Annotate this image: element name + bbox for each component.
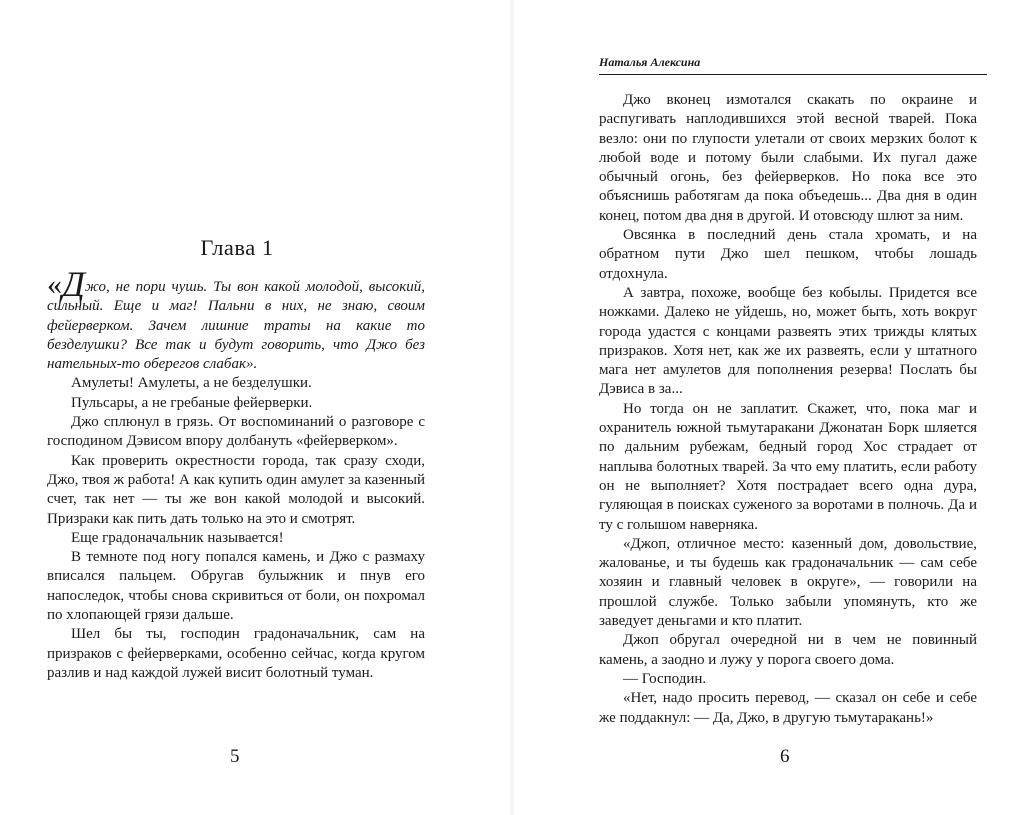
- paragraph: «Нет, надо просить перевод, — сказал он себе и себе же поддакнул: — Да, Джо, в другую тьмутаракань!»: [599, 690, 977, 726]
- drop-cap: Д: [62, 264, 85, 304]
- paragraph: Но тогда он не заплатит. Скажет, что, пока маг и охранитель южной тьмутаракани Джонатан Борк шляется по дальним рубежам, бедный город Хос страдает от наплыва болотных тварей. За что ему платить, если работу он не выполняет? Хотя пострадает всего одна дура, гуляющая в поисках суженого за воротами в полночь. Да и ту с голышом наверняка.: [599, 400, 977, 533]
- paragraph: Овсянка в последний день стала хромать, и на обратном пути Джо шел пешком, чтобы лошадь отдохнула.: [599, 227, 977, 282]
- paragraph: Шел бы ты, господин градоначальник, сам на призраков с фейерверками, особенно сейчас, когда кругом разлив и над каждой лужей висит болотный туман.: [47, 626, 425, 681]
- header-rule: [599, 74, 987, 75]
- paragraph: «Джоп, отличное место: казенный дом, довольствие, жалованье, и ты будешь как градоначальник — сам себе хозяин и главный человек в округе», — говорили на прошлой службе. Только забыли упомянуть, кто же заведует деньгами и кто платит.: [599, 535, 977, 630]
- running-header-author: Наталья Алексина: [599, 55, 701, 69]
- paragraph: Амулеты! Амулеты, а не безделушки.: [71, 375, 312, 392]
- paragraph: Джоп обругал очередной ни в чем не повинный камень, а заодно и лужу у порога своего дома.: [599, 632, 977, 668]
- paragraph: Джо сплюнул в грязь. От воспоминаний о разговоре с господином Дэвисом впору долбануть «фейерверком».: [47, 414, 425, 450]
- right-page-text: [599, 91, 977, 728]
- page-number-right: 6: [780, 746, 790, 767]
- left-page-text: [47, 264, 425, 683]
- epigraph: [47, 264, 425, 374]
- paragraph: А завтра, похоже, вообще без кобылы. Придется все ножками. Далеко не уйдешь, но, может быть, хоть вокруг города удастся с концами развеять этих трижды клятых призраков. Хотя нет, как же их развеять, если у штатного мага нет амулетов для пополнения резерва! Послать бы Дэвиса в за...: [599, 284, 977, 398]
- paragraph: Пульсары, а не гребаные фейерверки.: [71, 394, 313, 411]
- epigraph-open-quote: «: [47, 268, 62, 301]
- paragraph: Как проверить окрестности города, так сразу сходи, Джо, твоя ж работа! А как купить один амулет за казенный счет, так нет — ты же вон какой молодой и высокий. Призраки как пить дать только на это и смотрят.: [47, 452, 425, 527]
- paragraph: В темноте под ногу попался камень, и Джо с размаху вписался пальцем. Обругав булыжник и пнув его напоследок, чтобы снова скривиться от боли, он похромал по хлопающей грязи дальше.: [47, 549, 425, 624]
- chapter-title: Глава 1: [200, 235, 274, 260]
- epigraph-text: жо, не пори чушь. Ты вон какой молодой, высокий, сильный. Еще и маг! Пальни в них, не знаю, своим фейерверком. Зачем лишние траты на какие то безделушки? Все так и будут говорить, что Джо без нательных-то оберегов слабак».: [47, 279, 425, 373]
- paragraph: — Господин.: [623, 670, 707, 687]
- paragraph: Джо вконец измотался скакать по окраине и распугивать наплодившихся этой весной тварей. Пока везло: они по глупости улетали от своих мерзких болот к любой воде и потому были слабыми. Их пугал даже обычный огонь, без фейерверков. Но пока все это объяснишь работягам да пока объедешь... Два дня в один конец, потом два дня в другой. И отовсюду шлют за ним.: [599, 92, 977, 224]
- page-number-left: 5: [230, 746, 240, 767]
- paragraph: Еще градоначальник называется!: [71, 529, 284, 546]
